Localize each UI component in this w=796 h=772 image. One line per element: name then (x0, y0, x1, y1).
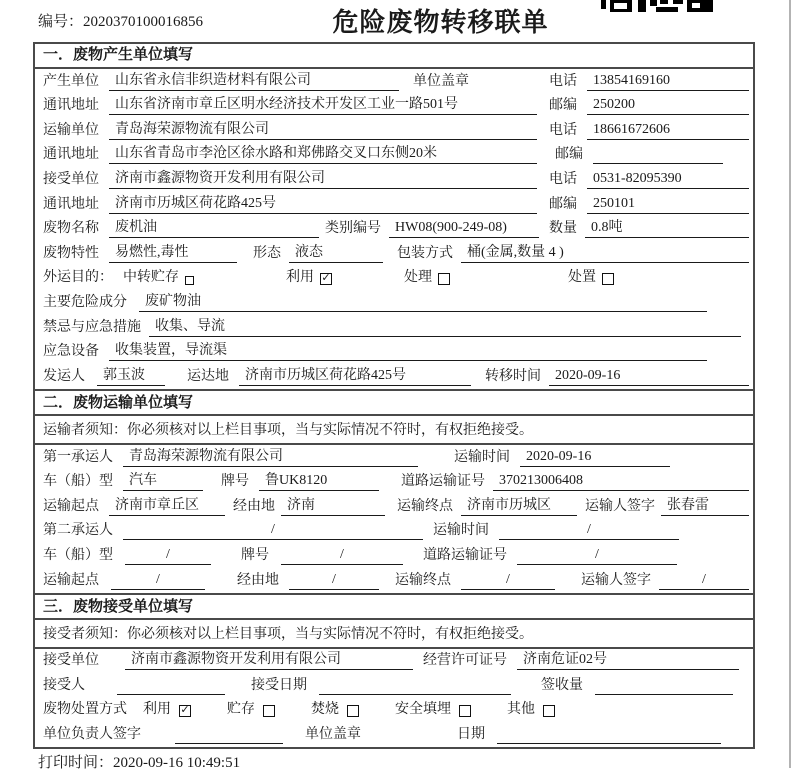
emergency-label: 禁忌与应急措施 (43, 319, 141, 335)
sign-date-label: 日期 (457, 727, 485, 743)
accept-unit-label: 接受单位 (43, 653, 99, 669)
category-field: HW08(900-249-08) (389, 218, 539, 238)
transport-time2-field: / (499, 520, 679, 540)
transport-time-label: 运输时间 (433, 523, 489, 539)
terminus1-field: 济南市历城区 (461, 496, 577, 516)
producer-zip-field: 250200 (587, 95, 749, 115)
accept-unit-row (35, 649, 753, 674)
sign-date-field (497, 743, 721, 744)
zip-label: 邮编 (555, 147, 583, 163)
equipment-field: 收集装置，导流渠 (109, 341, 707, 361)
hazard-label: 主要危险成分 (43, 295, 127, 311)
carrier1-row (35, 445, 753, 470)
emergency-row (35, 315, 753, 340)
trait-field: 易燃性,毒性 (109, 243, 237, 263)
road-permit-label: 道路运输证号 (423, 547, 507, 563)
disposal-option-label: 贮存 (227, 702, 255, 718)
address-label: 通讯地址 (43, 147, 99, 163)
transporter-address-row (35, 143, 753, 168)
received-qty-label: 签收量 (541, 677, 583, 693)
via-label: 经由地 (237, 572, 279, 588)
shipper-label: 发运人 (43, 368, 85, 384)
disposal-option-label: 焚烧 (311, 702, 339, 718)
carrier2-row (35, 519, 753, 544)
vehicle1-row (35, 470, 753, 495)
vehicle1-field: 汽车 (123, 471, 203, 491)
unit-seal-label: 单位盖章 (413, 73, 469, 89)
zip-label: 邮编 (549, 98, 577, 114)
carrier-sign1-field: 张春雷 (661, 496, 749, 516)
acceptor-row (35, 673, 753, 698)
origin2-field: / (111, 570, 205, 590)
destination-field: 济南市历城区荷花路425号 (239, 366, 471, 386)
purpose-option-label: 利用 (286, 270, 314, 286)
carrier1-label: 第一承运人 (43, 449, 113, 465)
packing-label: 包装方式 (397, 245, 453, 261)
purpose-option-label: 处理 (404, 270, 432, 286)
terminus-label: 运输终点 (397, 498, 453, 514)
via-label: 经由地 (233, 498, 275, 514)
phone-label: 电话 (549, 122, 577, 138)
checkbox-unchecked-icon (459, 705, 471, 717)
transporter-address-field: 山东省青岛市李沧区徐水路和郑佛路交叉口东侧20米 (109, 144, 537, 164)
checkbox-unchecked-icon (602, 273, 614, 285)
carrier-sign-label: 运输人签字 (585, 498, 655, 514)
packing-field: 桶(金属,数量 4 ) (461, 243, 749, 263)
carrier1-field: 青岛海荣源物流有限公司 (123, 447, 418, 467)
shipper-field: 郭玉波 (97, 366, 165, 386)
license-field: 济南危证02号 (517, 650, 739, 670)
checkbox-checked-icon: ✓ (321, 272, 331, 285)
disposal-option-label: 安全填埋 (395, 702, 451, 718)
purpose-row (35, 266, 753, 291)
purpose-option-label: 中转贮存 (123, 270, 179, 286)
receiver-zip-field: 250101 (587, 194, 749, 214)
receiver-label: 接受单位 (43, 172, 99, 188)
waste-name-label: 废物名称 (43, 221, 99, 237)
phone-label: 电话 (549, 172, 577, 188)
transporter-phone-field: 18661672606 (587, 120, 749, 140)
form-label: 形态 (253, 245, 281, 261)
shipper-row (35, 364, 753, 389)
trait-label: 废物特性 (43, 245, 99, 261)
receiver-field: 济南市鑫源物资开发利用有限公司 (109, 169, 537, 189)
address-label: 通讯地址 (43, 98, 99, 114)
head-sign-field (175, 743, 283, 744)
accept-date-label: 接受日期 (251, 677, 307, 693)
qr-code-fragment-icon (601, 0, 713, 13)
producer-phone-field: 13854169160 (587, 71, 749, 91)
head-sign-label: 单位负责人签字 (43, 727, 141, 743)
emergency-field: 收集、导流 (149, 317, 741, 337)
serial-value: 2020370100016856 (83, 14, 204, 30)
receiver-notice: 接受者须知：你必须核对以上栏目事项，当与实际情况不符时，有权拒绝接受。 (35, 620, 753, 649)
waste-name-row (35, 217, 753, 242)
plate-label: 牌号 (241, 547, 269, 563)
quantity-label: 数量 (549, 221, 577, 237)
plate2-field: / (281, 545, 403, 565)
address-label: 通讯地址 (43, 196, 99, 212)
producer-field: 山东省永信非织造材料有限公司 (109, 71, 399, 91)
plate-label: 牌号 (221, 474, 249, 490)
origin-label: 运输起点 (43, 498, 99, 514)
producer-label: 产生单位 (43, 73, 99, 89)
quantity-field: 0.8吨 (585, 218, 749, 238)
origin-label: 运输起点 (43, 572, 99, 588)
checkbox-unchecked-icon (543, 705, 555, 717)
route1-row (35, 494, 753, 519)
road-permit-label: 道路运输证号 (401, 474, 485, 490)
hazardous-waste-transfer-form (33, 42, 755, 749)
acceptor-label: 接受人 (43, 677, 85, 693)
transporter-field: 青岛海荣源物流有限公司 (109, 120, 537, 140)
hazard-row (35, 290, 753, 315)
transfer-time-label: 转移时间 (485, 368, 541, 384)
receiver-address-field: 济南市历城区荷花路425号 (109, 194, 537, 214)
purpose-label: 外运目的： (43, 270, 113, 286)
receiver-address-row (35, 192, 753, 217)
checkbox-unchecked-icon (438, 273, 450, 285)
equipment-label: 应急设备 (43, 344, 99, 360)
carrier2-label: 第二承运人 (43, 523, 113, 539)
received-qty-field (595, 694, 733, 695)
destination-label: 运达地 (187, 368, 229, 384)
print-time (38, 751, 240, 772)
receiver-phone-field: 0531-82095390 (587, 169, 749, 189)
checkbox-unchecked-icon (263, 705, 275, 717)
form-field: 液态 (289, 243, 383, 263)
route2-row (35, 568, 753, 593)
checkbox-unchecked-icon (347, 705, 359, 717)
carrier2-field: / (123, 520, 423, 540)
vehicle2-row (35, 543, 753, 568)
producer-address-row (35, 94, 753, 119)
acceptor-field (117, 694, 225, 695)
permit1-field: 370213006408 (493, 471, 749, 491)
purpose-option-label: 处置 (568, 270, 596, 286)
transporter-notice: 运输者须知：你必须核对以上栏目事项，当与实际情况不符时，有权拒绝接受。 (35, 416, 753, 445)
origin1-field: 济南市章丘区 (109, 496, 225, 516)
unit-seal-label: 单位盖章 (305, 727, 361, 743)
via2-field: / (289, 570, 379, 590)
vehicle-type-label: 车（船）型 (43, 474, 113, 490)
serial-label: 编号： (38, 14, 84, 30)
transfer-time-field: 2020-09-16 (549, 366, 749, 386)
accept-date-field (319, 694, 511, 695)
phone-label: 电话 (549, 73, 577, 89)
accept-unit-field: 济南市鑫源物资开发利用有限公司 (125, 650, 413, 670)
terminus-label: 运输终点 (395, 572, 451, 588)
equipment-row (35, 340, 753, 365)
vehicle2-field: / (125, 545, 211, 565)
waste-name-field: 废机油 (109, 218, 319, 238)
producer-address-field: 山东省济南市章丘区明水经济技术开发区工业一路501号 (109, 95, 537, 115)
disposal-label: 废物处置方式 (43, 702, 127, 718)
transporter-label: 运输单位 (43, 122, 99, 138)
via1-field: 济南 (281, 496, 385, 516)
receiver-row (35, 167, 753, 192)
transport-time-label: 运输时间 (454, 449, 510, 465)
disposal-row (35, 698, 753, 723)
producer-row (35, 69, 753, 94)
disposal-option-label: 其他 (507, 702, 535, 718)
checkbox-unchecked-icon (185, 276, 194, 285)
disposal-option-label: 利用 (143, 702, 171, 718)
page-title: 危险废物转移联单 (332, 8, 549, 37)
head-sign-row (35, 722, 753, 747)
transporter-zip-field (593, 163, 723, 164)
carrier-sign2-field: / (659, 570, 749, 590)
waste-trait-row (35, 241, 753, 266)
section1-header: 一．废物产生单位填写 (35, 44, 753, 69)
carrier-sign-label: 运输人签字 (581, 572, 651, 588)
transport-time1-field: 2020-09-16 (520, 447, 670, 467)
permit2-field: / (517, 545, 677, 565)
section3-header: 三．废物接受单位填写 (35, 593, 753, 620)
license-label: 经营许可证号 (423, 653, 507, 669)
transporter-row (35, 118, 753, 143)
category-label: 类别编号 (325, 221, 381, 237)
hazard-field: 废矿物油 (139, 292, 707, 312)
section2-header: 二．废物运输单位填写 (35, 389, 753, 416)
checkbox-checked-icon: ✓ (180, 704, 190, 717)
page-edge-line (789, 0, 791, 768)
plate1-field: 鲁UK8120 (259, 471, 379, 491)
zip-label: 邮编 (549, 196, 577, 212)
print-time-label: 打印时间： (38, 755, 114, 771)
terminus2-field: / (461, 570, 555, 590)
vehicle-type-label: 车（船）型 (43, 547, 113, 563)
print-time-value: 2020-09-16 10:49:51 (113, 755, 241, 771)
